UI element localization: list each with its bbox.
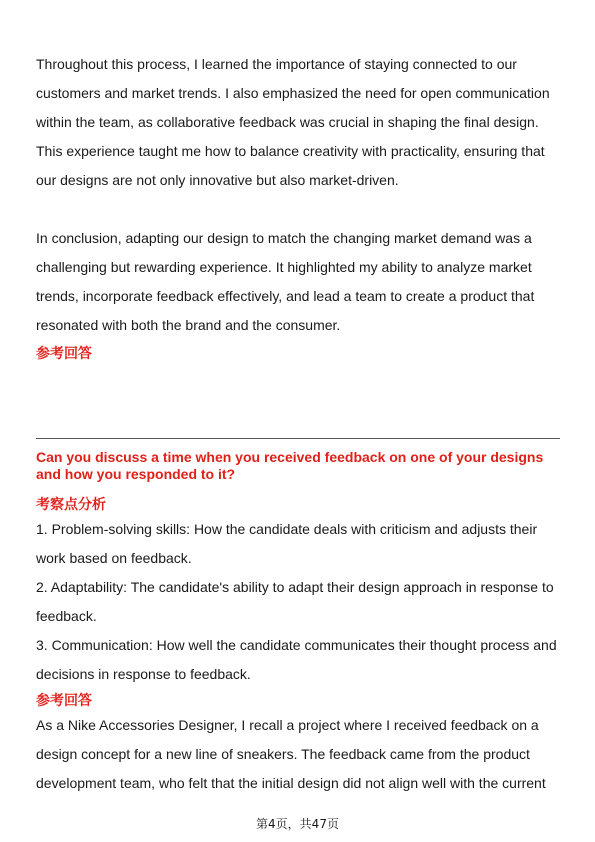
section-divider — [36, 438, 560, 439]
analysis-point-1: 1. Problem-solving skills: How the candidate deals with criticism and adjusts their work based on feedback. — [36, 521, 538, 566]
reference-answer-label-1: 参考回答 — [36, 346, 92, 362]
paragraph-process-learning: Throughout this process, I learned the importance of staying connected to our customers and market trends. I also emphasized the need for open communication within the team, as collaborative feedback was crucial in shaping the final design. This experience taught me how to balance creativity with practicality, ensuring that our designs are not only innovative but also market-driven. — [36, 56, 550, 188]
analysis-point-3: 3. Communication: How well the candidate communicates their thought process and decisions in response to feedback. — [36, 637, 557, 682]
question-heading: Can you discuss a time when you received feedback on one of your designs and how you responded to it? — [36, 449, 544, 482]
reference-answer-label-2: 参考回答 — [36, 693, 92, 709]
page-indicator: 第4页，共47页 — [256, 817, 339, 831]
paragraph-conclusion: In conclusion, adapting our design to match the changing market demand was a challenging but rewarding experience. It highlighted my ability to analyze market trends, incorporate feedback effectively, and lead a team to create a product that resonated with both the brand and the consumer. — [36, 230, 535, 333]
paragraph-gap — [36, 195, 560, 224]
section-2 — [36, 495, 560, 798]
analysis-label: 考察点分析 — [36, 497, 106, 513]
analysis-point-2: 2. Adaptability: The candidate's ability to adapt their design approach in response to feedback. — [36, 579, 554, 624]
answer-paragraph: As a Nike Accessories Designer, I recall a project where I received feedback on a design concept for a new line of sneakers. The feedback came from the product development team, who felt that the initial design did not align well with the current — [36, 717, 546, 791]
section-1 — [36, 50, 560, 364]
